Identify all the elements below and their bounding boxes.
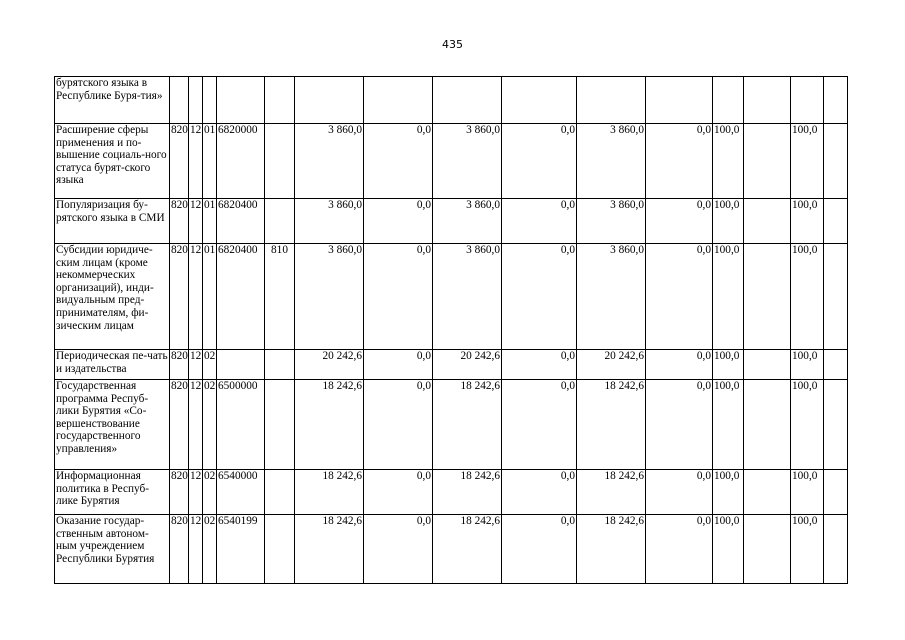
value-cell-1: [295, 77, 364, 124]
empty-cell: [744, 350, 791, 380]
value-cell-2: 0,0: [364, 380, 433, 470]
pr-cell: 01: [203, 124, 217, 199]
table-row: [55, 77, 848, 124]
row-name-cell: Оказание государ-ственным автоном-ным учреждением Республики Бурятия: [55, 515, 170, 584]
table-row: [55, 380, 848, 470]
empty-cell: [824, 515, 848, 584]
gr-cell: [170, 77, 189, 124]
value-cell-2: 0,0: [364, 199, 433, 244]
value-cell-1: 3 860,0: [295, 124, 364, 199]
percent-cell-2: 100,0: [791, 199, 824, 244]
percent-cell-1: 100,0: [713, 470, 744, 515]
empty-cell: [744, 380, 791, 470]
value-cell-2: [364, 77, 433, 124]
csr-cell: [217, 350, 265, 380]
csr-cell: 6820000: [217, 124, 265, 199]
value-cell-5: 3 860,0: [577, 244, 646, 350]
table-row: [55, 515, 848, 584]
table-row: [55, 124, 848, 199]
value-cell-4: 0,0: [502, 199, 577, 244]
pr-cell: 01: [203, 244, 217, 350]
page-number: 435: [442, 38, 463, 51]
value-cell-1: 18 242,6: [295, 380, 364, 470]
csr-cell: 6540000: [217, 470, 265, 515]
csr-cell: [217, 77, 265, 124]
percent-cell-1: 100,0: [713, 380, 744, 470]
row-name-cell: Субсидии юридиче-ским лицам (кроме некоммерческих организаций), инди-видуальным пред-принимателям, фи-зическим лицам: [55, 244, 170, 350]
pr-cell: 01: [203, 199, 217, 244]
value-cell-2: 0,0: [364, 124, 433, 199]
percent-cell-1: 100,0: [713, 199, 744, 244]
pr-cell: 02: [203, 470, 217, 515]
pr-cell: [203, 77, 217, 124]
pr-cell: 02: [203, 515, 217, 584]
empty-cell: [744, 244, 791, 350]
value-cell-6: [646, 77, 713, 124]
table-row: [55, 470, 848, 515]
value-cell-3: [433, 77, 502, 124]
rz-cell: 12: [189, 350, 203, 380]
row-name-cell: бурятского языка в Республике Буря-тия»: [55, 77, 170, 124]
value-cell-1: 18 242,6: [295, 470, 364, 515]
row-name-cell: Расширение сферы применения и по-вышение социаль-ного статуса бурят-ского языка: [55, 124, 170, 199]
value-cell-6: 0,0: [646, 515, 713, 584]
percent-cell-1: 100,0: [713, 350, 744, 380]
value-cell-6: 0,0: [646, 199, 713, 244]
value-cell-1: 3 860,0: [295, 244, 364, 350]
row-name-cell: Информационная политика в Респуб-лике Бурятия: [55, 470, 170, 515]
percent-cell-2: 100,0: [791, 244, 824, 350]
gr-cell: 820: [170, 124, 189, 199]
value-cell-5: 18 242,6: [577, 470, 646, 515]
csr-cell: 6500000: [217, 380, 265, 470]
value-cell-2: 0,0: [364, 515, 433, 584]
percent-cell-1: 100,0: [713, 515, 744, 584]
rz-cell: 12: [189, 199, 203, 244]
percent-cell-1: 100,0: [713, 124, 744, 199]
pr-cell: 02: [203, 380, 217, 470]
empty-cell: [824, 470, 848, 515]
empty-cell: [824, 380, 848, 470]
table-row: [55, 199, 848, 244]
pr-cell: 02: [203, 350, 217, 380]
value-cell-5: 3 860,0: [577, 124, 646, 199]
value-cell-3: 3 860,0: [433, 124, 502, 199]
value-cell-1: 3 860,0: [295, 199, 364, 244]
percent-cell-2: [791, 77, 824, 124]
row-name-cell: Периодическая пе-чать и издательства: [55, 350, 170, 380]
value-cell-5: 20 242,6: [577, 350, 646, 380]
gr-cell: 820: [170, 244, 189, 350]
empty-cell: [824, 350, 848, 380]
vr-cell: [265, 380, 295, 470]
empty-cell: [744, 470, 791, 515]
empty-cell: [824, 77, 848, 124]
empty-cell: [744, 124, 791, 199]
vr-cell: 810: [265, 244, 295, 350]
value-cell-4: 0,0: [502, 124, 577, 199]
value-cell-4: 0,0: [502, 470, 577, 515]
vr-cell: [265, 350, 295, 380]
value-cell-5: 3 860,0: [577, 199, 646, 244]
gr-cell: 820: [170, 470, 189, 515]
csr-cell: 6820400: [217, 244, 265, 350]
value-cell-3: 3 860,0: [433, 199, 502, 244]
vr-cell: [265, 515, 295, 584]
percent-cell-1: [713, 77, 744, 124]
csr-cell: 6540199: [217, 515, 265, 584]
value-cell-4: 0,0: [502, 244, 577, 350]
rz-cell: 12: [189, 380, 203, 470]
rz-cell: 12: [189, 470, 203, 515]
value-cell-6: 0,0: [646, 380, 713, 470]
gr-cell: 820: [170, 199, 189, 244]
table-row: [55, 244, 848, 350]
percent-cell-2: 100,0: [791, 380, 824, 470]
budget-table: [54, 76, 848, 584]
value-cell-3: 20 242,6: [433, 350, 502, 380]
vr-cell: [265, 124, 295, 199]
gr-cell: 820: [170, 350, 189, 380]
rz-cell: [189, 77, 203, 124]
value-cell-1: 20 242,6: [295, 350, 364, 380]
table-row: [55, 350, 848, 380]
value-cell-5: 18 242,6: [577, 515, 646, 584]
empty-cell: [744, 199, 791, 244]
vr-cell: [265, 199, 295, 244]
empty-cell: [744, 515, 791, 584]
value-cell-1: 18 242,6: [295, 515, 364, 584]
value-cell-6: 0,0: [646, 124, 713, 199]
value-cell-2: 0,0: [364, 350, 433, 380]
value-cell-6: 0,0: [646, 470, 713, 515]
value-cell-4: [502, 77, 577, 124]
value-cell-3: 18 242,6: [433, 470, 502, 515]
value-cell-3: 18 242,6: [433, 380, 502, 470]
rz-cell: 12: [189, 515, 203, 584]
gr-cell: 820: [170, 515, 189, 584]
value-cell-4: 0,0: [502, 515, 577, 584]
gr-cell: 820: [170, 380, 189, 470]
csr-cell: 6820400: [217, 199, 265, 244]
percent-cell-2: 100,0: [791, 515, 824, 584]
rz-cell: 12: [189, 244, 203, 350]
percent-cell-2: 100,0: [791, 470, 824, 515]
rz-cell: 12: [189, 124, 203, 199]
value-cell-3: 18 242,6: [433, 515, 502, 584]
value-cell-4: 0,0: [502, 380, 577, 470]
row-name-cell: Популяризация бу-рятского языка в СМИ: [55, 199, 170, 244]
percent-cell-2: 100,0: [791, 350, 824, 380]
value-cell-5: [577, 77, 646, 124]
value-cell-5: 18 242,6: [577, 380, 646, 470]
value-cell-4: 0,0: [502, 350, 577, 380]
value-cell-3: 3 860,0: [433, 244, 502, 350]
row-name-cell: Государственная программа Респуб-лики Бурятия «Со-вершенствование государственного управления»: [55, 380, 170, 470]
percent-cell-1: 100,0: [713, 244, 744, 350]
percent-cell-2: 100,0: [791, 124, 824, 199]
vr-cell: [265, 470, 295, 515]
empty-cell: [744, 77, 791, 124]
empty-cell: [824, 199, 848, 244]
empty-cell: [824, 244, 848, 350]
value-cell-6: 0,0: [646, 350, 713, 380]
vr-cell: [265, 77, 295, 124]
value-cell-2: 0,0: [364, 470, 433, 515]
empty-cell: [824, 124, 848, 199]
value-cell-2: 0,0: [364, 244, 433, 350]
value-cell-6: 0,0: [646, 244, 713, 350]
